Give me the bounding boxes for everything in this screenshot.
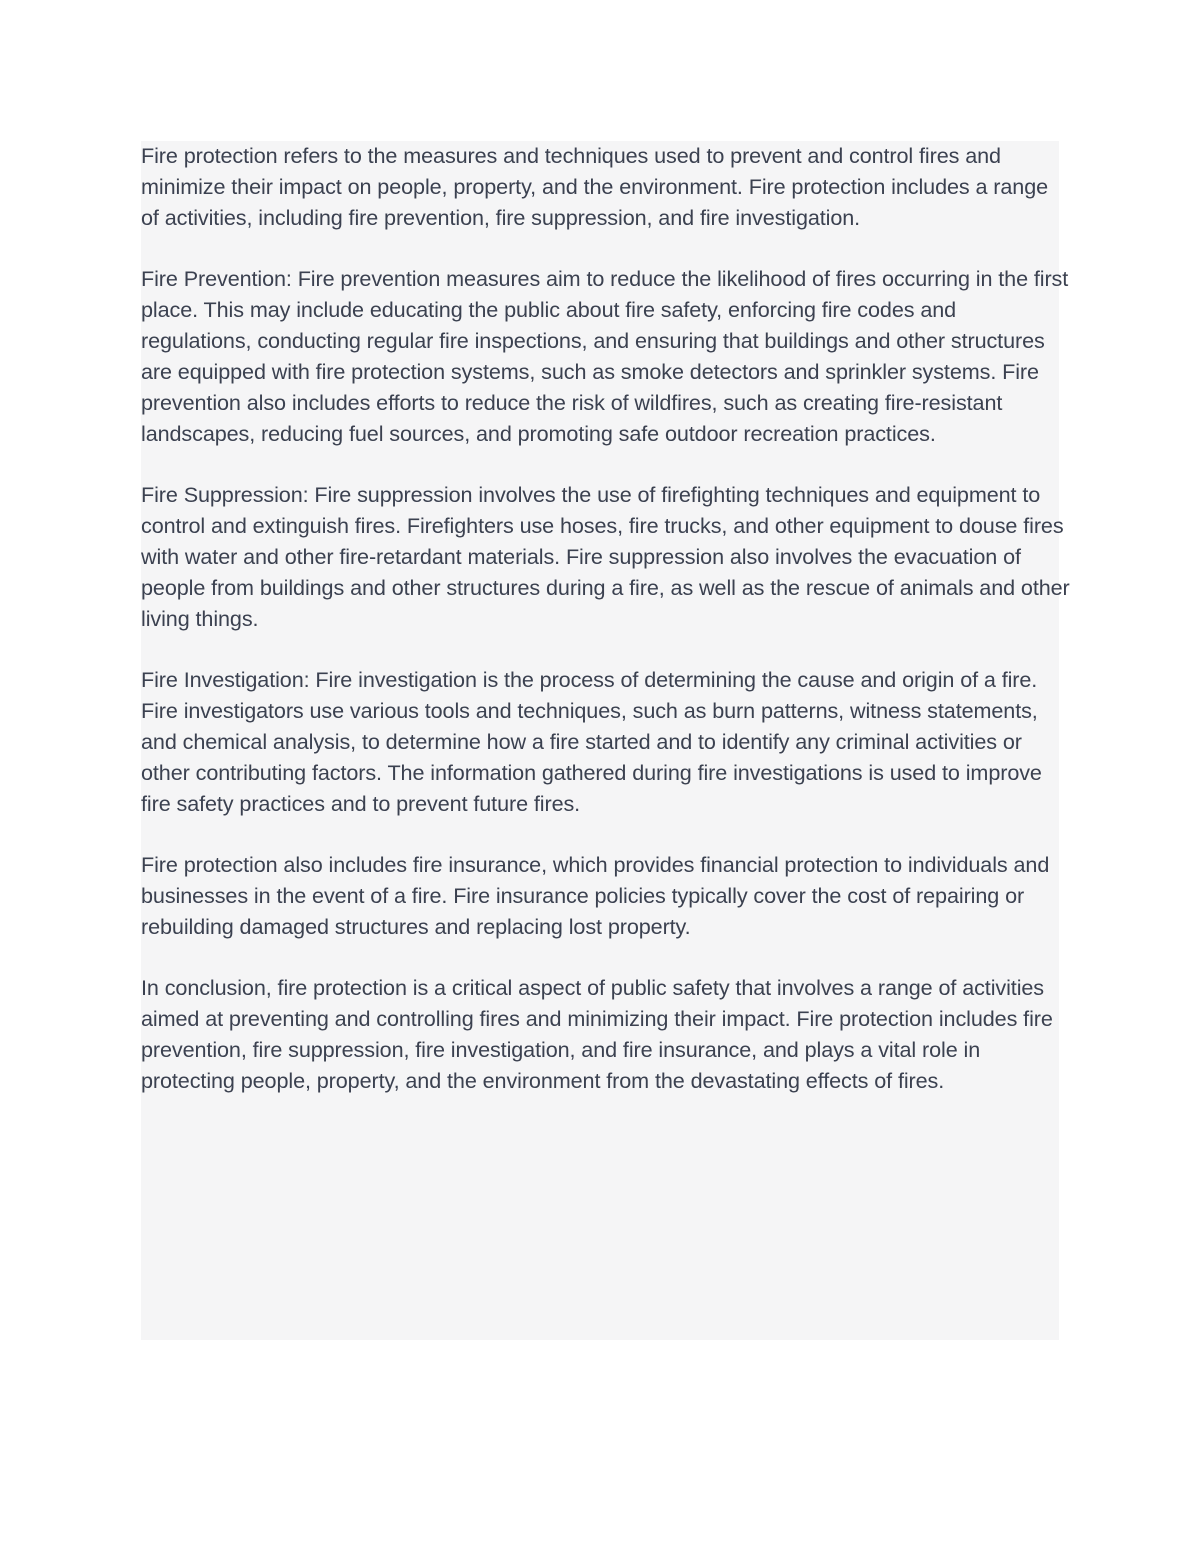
paragraph-fire-insurance: Fire protection also includes fire insurance, which provides financial protection to individuals and businesses in the event of a fire. Fire insurance policies typically cover the cost of repairing or rebuilding damaged structures and replacing lost property. bbox=[141, 852, 1050, 939]
paragraph-fire-suppression: Fire Suppression: Fire suppression involves the use of firefighting techniques and equipment to control and extinguish fires. Firefighters use hoses, fire trucks, and other equipment to douse fires with water and other fire-retardant materials. Fire suppression also involves the evacuation of people from buildings and other structures during a fire, as well as the rescue of animals and other living things. bbox=[141, 482, 1070, 631]
paragraph-fire-investigation: Fire Investigation: Fire investigation is the process of determining the cause and origin of a fire. Fire investigators use various tools and techniques, such as burn patterns, witness statements, and chemical analysis, to determine how a fire started and to identify any criminal activities or other contributing factors. The information gathered during fire investigations is used to improve fire safety practices and to prevent future fires. bbox=[141, 667, 1042, 816]
paragraph-intro: Fire protection refers to the measures and techniques used to prevent and control fires and minimize their impact on people, property, and the environment. Fire protection includes a range of activities, including fire prevention, fire suppression, and fire investigation. bbox=[141, 143, 1049, 230]
paragraph-fire-prevention: Fire Prevention: Fire prevention measures aim to reduce the likelihood of fires occurring in the first place. This may include educating the public about fire safety, enforcing fire codes and regulations, conducting regular fire inspections, and ensuring that buildings and other structures are equipped with fire protection systems, such as smoke detectors and sprinkler systems. Fire prevention also includes efforts to reduce the risk of wildfires, such as creating fire-resistant landscapes, reducing fuel sources, and promoting safe outdoor recreation practices. bbox=[141, 266, 1069, 446]
document-body bbox=[141, 140, 1071, 1126]
paragraph-conclusion: In conclusion, fire protection is a critical aspect of public safety that involves a range of activities aimed at preventing and controlling fires and minimizing their impact. Fire protection includes fire prevention, fire suppression, fire investigation, and fire insurance, and plays a vital role in protecting people, property, and the environment from the devastating effects of fires. bbox=[141, 975, 1053, 1093]
